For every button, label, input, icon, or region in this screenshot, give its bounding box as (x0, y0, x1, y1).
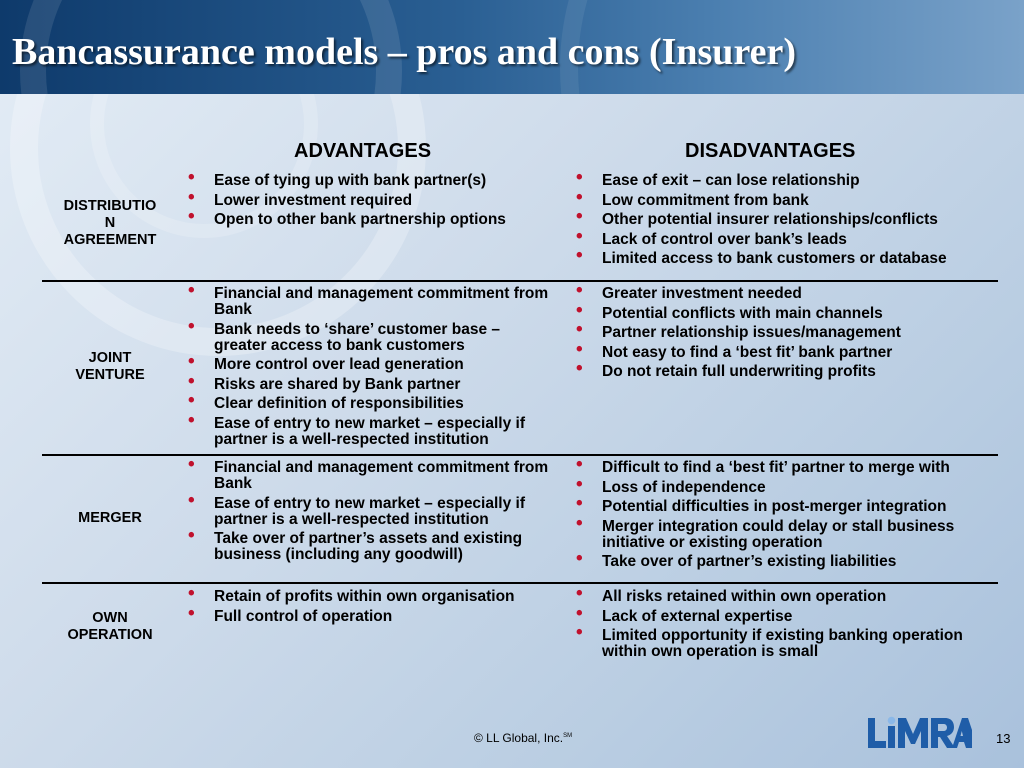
own-operation-advantages-list (188, 589, 554, 628)
list-item: • Ease of tying up with bank partner(s) (188, 173, 548, 189)
list-item: • Take over of partner’s existing liabilities (576, 554, 996, 570)
own-operation-disadvantages-list (576, 589, 996, 664)
row-label-line: OWN (92, 610, 128, 626)
distribution-disadvantages-list (576, 173, 996, 271)
list-item: • Bank needs to ‘share’ customer base – greater access to bank customers (188, 322, 554, 354)
list-item: • Financial and management commitment from Bank (188, 286, 554, 318)
slide-title: Bancassurance models – pros and cons (Insurer) (12, 31, 797, 73)
row-label-line: DISTRIBUTIO (63, 198, 157, 214)
page-number: 13 (996, 731, 1011, 746)
list-item: • All risks retained within own operation (576, 589, 996, 605)
merger-disadvantages-list (576, 460, 996, 574)
list-item: • Take over of partner’s assets and existing business (including any goodwill) (188, 531, 554, 563)
row-label-line: AGREEMENT (63, 232, 157, 248)
list-item: • Potential difficulties in post-merger integration (576, 499, 996, 515)
list-item: • Other potential insurer relationships/conflicts (576, 212, 996, 228)
row-label-line: JOINT (88, 350, 132, 366)
list-item: • Retain of profits within own organisation (188, 589, 554, 605)
list-item: • Financial and management commitment from Bank (188, 460, 554, 492)
distribution-advantages-list (188, 173, 548, 232)
list-item: • Limited access to bank customers or database (576, 251, 996, 267)
list-item: • Ease of entry to new market – especially if partner is a well-respected institution (188, 416, 554, 448)
list-item: • Lack of external expertise (576, 609, 996, 625)
list-item: • Ease of entry to new market – especially if partner is a well-respected institution (188, 496, 554, 528)
list-item: • Partner relationship issues/management (576, 325, 996, 341)
list-item: • More control over lead generation (188, 357, 554, 373)
list-item: • Limited opportunity if existing banking operation within own operation is small (576, 628, 996, 660)
merger-advantages-list (188, 460, 554, 567)
list-item: • Not easy to find a ‘best fit’ bank partner (576, 345, 996, 361)
row-divider (42, 454, 998, 456)
list-item: • Lack of control over bank’s leads (576, 232, 996, 248)
row-label-line: OPERATION (67, 627, 153, 643)
list-item: • Open to other bank partnership options (188, 212, 548, 228)
disadvantages-header: DISADVANTAGES (685, 140, 856, 162)
row-divider (42, 582, 998, 584)
list-item: • Do not retain full underwriting profits (576, 364, 996, 380)
row-label-merger (44, 510, 176, 527)
list-item: • Risks are shared by Bank partner (188, 377, 554, 393)
list-item: • Merger integration could delay or stall business initiative or existing operation (576, 519, 996, 551)
list-item: • Clear definition of responsibilities (188, 396, 554, 412)
joint-venture-advantages-list (188, 286, 554, 451)
service-mark: SM (563, 733, 573, 739)
copyright-text: © LL Global, Inc. (474, 731, 564, 745)
list-item: • Difficult to find a ‘best fit’ partner to merge with (576, 460, 996, 476)
list-item: • Greater investment needed (576, 286, 996, 302)
list-item: • Lower investment required (188, 193, 548, 209)
row-label-own-operation (44, 610, 176, 644)
row-label-line: MERGER (78, 510, 142, 526)
row-label-line: N (104, 215, 116, 231)
list-item: • Ease of exit – can lose relationship (576, 173, 996, 189)
limra-logo (866, 714, 972, 752)
joint-venture-disadvantages-list (576, 286, 996, 384)
advantages-header: ADVANTAGES (294, 140, 432, 162)
list-item: • Full control of operation (188, 609, 554, 625)
row-divider (42, 280, 998, 282)
copyright-notice (474, 731, 572, 745)
row-label-joint-venture (44, 350, 176, 384)
row-label-line: VENTURE (75, 367, 145, 383)
list-item: • Loss of independence (576, 480, 996, 496)
row-label-distribution-agreement (44, 198, 176, 249)
list-item: • Low commitment from bank (576, 193, 996, 209)
list-item: • Potential conflicts with main channels (576, 306, 996, 322)
